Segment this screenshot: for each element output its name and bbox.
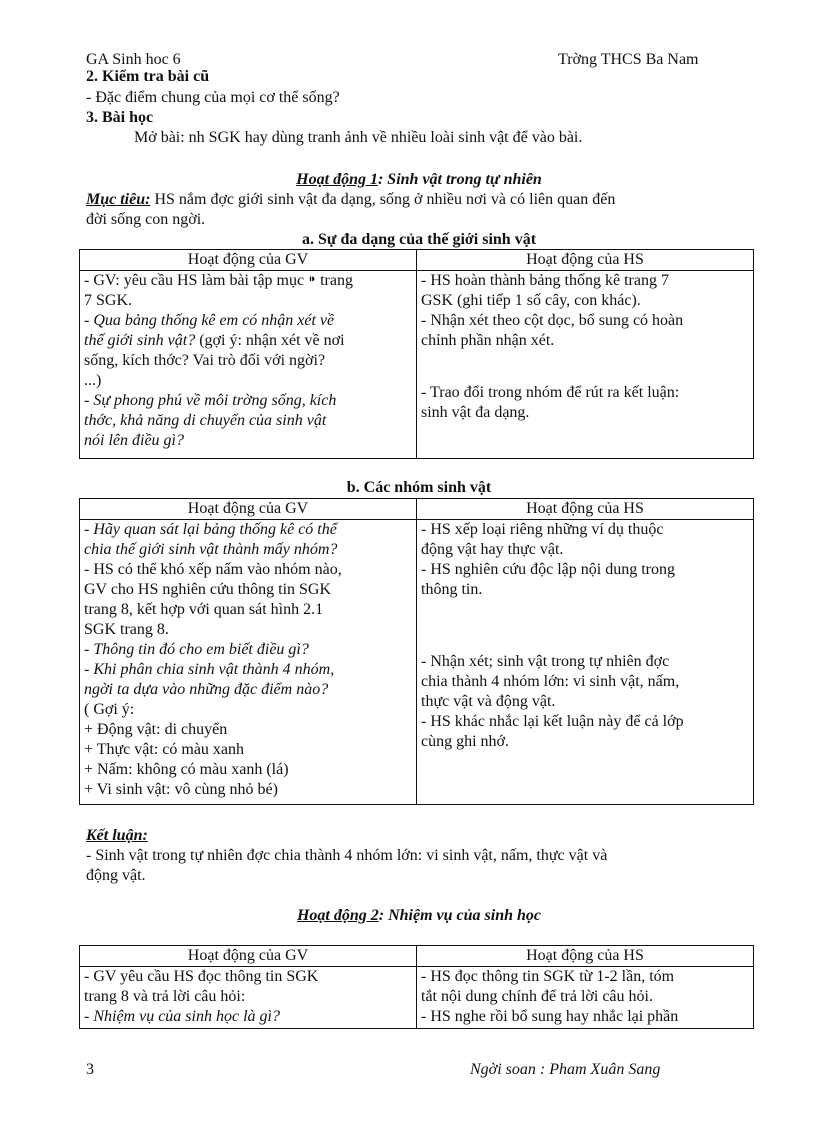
gv-line: trang 8, kết hợp với quan sát hình 2.1 — [84, 601, 324, 618]
gv-line: GV cho HS nghiên cứu thông tin SGK — [84, 581, 332, 598]
hs-line: - Nhận xét; sinh vật trong tự nhiên đợc — [421, 653, 670, 670]
gv-line: SGK trang 8. — [84, 621, 169, 638]
gv-line: - HS có thể khó xếp nấm vào nhóm nào, — [84, 561, 342, 578]
activity-1-label: Hoạt động 1 — [296, 171, 378, 188]
conclusion-line-1: - Sinh vật trong tự nhiên đợc chia thành 4 nhóm lớn: vi sinh vật, nấm, thực vật và — [86, 847, 608, 864]
hs-line: GSK (ghi tiếp 1 số cây, con khác). — [421, 292, 641, 309]
hs-line: - HS hoàn thành bảng thống kê trang 7 — [421, 272, 669, 289]
col-gv-header: Hoạt động của GV — [80, 946, 417, 967]
gv-cell — [80, 520, 417, 805]
gv-line: - Nhiệm vụ của sinh học là gì? — [84, 1008, 280, 1025]
table-header-row — [80, 499, 754, 520]
table-row — [80, 967, 754, 1029]
hs-line: - HS khác nhắc lại kết luận này để cả lớp — [421, 713, 684, 730]
gv-line: ( Gợi ý: — [84, 701, 135, 718]
hs-line: thực vật và động vật. — [421, 693, 556, 710]
hs-line: cùng ghi nhớ. — [421, 733, 510, 750]
col-gv-header: Hoạt động của GV — [80, 250, 417, 271]
col-gv-header: Hoạt động của GV — [80, 499, 417, 520]
gv-line: nói lên điều gì? — [84, 432, 184, 449]
hs-cell — [417, 967, 754, 1029]
gv-line: + Động vật: di chuyển — [84, 721, 228, 738]
goal-text: HS nắm đợc giới sinh vật đa dạng, sống ở nhiều nơi và có liên quan đến — [150, 191, 616, 208]
header-right: Trờng THCS Ba Nam — [558, 51, 699, 68]
activity-2-title — [86, 906, 752, 926]
gv-line: ...) — [84, 372, 102, 389]
table-header-row — [80, 250, 754, 271]
activity-1-title-rest: : Sinh vật trong tự nhiên — [377, 171, 542, 188]
hs-line: thông tin. — [421, 581, 483, 598]
author-credit: Ngời soan : Pham Xuân Sang — [470, 1061, 661, 1078]
activity-1-title — [86, 170, 752, 190]
gv-line: - Hãy quan sát lại bảng thống kê có thể — [84, 521, 337, 538]
gv-line: - GV yêu cầu HS đọc thông tin SGK — [84, 968, 319, 985]
hs-line: sinh vật đa dạng. — [421, 404, 530, 421]
gv-line: + Vi sinh vật: vô cùng nhỏ bé) — [84, 781, 278, 798]
part-c-table — [79, 945, 754, 1029]
gv-line: - Thông tin đó cho em biết điều gì? — [84, 641, 309, 658]
hs-line: chỉnh phần nhận xét. — [421, 332, 555, 349]
gv-line: + Thực vật: có màu xanh — [84, 741, 245, 758]
table-row — [80, 520, 754, 805]
hs-line: - HS xếp loại riêng những ví dụ thuộc — [421, 521, 664, 538]
gv-line: - Khi phân chia sinh vật thành 4 nhóm, — [84, 661, 335, 678]
header-left: GA Sinh hoc 6 — [86, 51, 181, 68]
gv-line: - Sự phong phú về môi trờng sống, kích — [84, 392, 337, 409]
hs-line: chia thành 4 nhóm lớn: vi sinh vật, nấm, — [421, 673, 680, 690]
gv-line: chia thế giới sinh vật thành mấy nhóm? — [84, 541, 338, 558]
section-3-title: 3. Bài học — [86, 109, 154, 126]
hs-line: - Nhận xét theo cột dọc, bổ sung có hoàn — [421, 312, 684, 329]
section-2-question: - Đặc điểm chung của mọi cơ thể sống? — [86, 89, 340, 106]
hs-line: - Trao đổi trong nhóm để rút ra kết luận: — [421, 384, 680, 401]
gv-line: + Nấm: không có màu xanh (lá) — [84, 761, 289, 778]
hs-line: - HS nghe rồi bổ sung hay nhắc lại phần — [421, 1008, 679, 1025]
gv-line: - Qua bảng thống kê em có nhận xét về — [84, 312, 335, 329]
gv-line: 7 SGK. — [84, 292, 133, 309]
section-2-title: 2. Kiểm tra bài cũ — [86, 68, 210, 85]
hs-cell — [417, 271, 754, 459]
col-hs-header: Hoạt động của HS — [417, 499, 754, 520]
hs-line: - HS đọc thông tin SGK từ 1-2 lần, tóm — [421, 968, 675, 985]
conclusion-line-2: động vật. — [86, 867, 146, 884]
hs-cell — [417, 520, 754, 805]
gv-line: thớc, khả năng di chuyển của sinh vật — [84, 412, 327, 429]
gv-line: ngời ta dựa vào những đặc điểm nào? — [84, 681, 329, 698]
col-hs-header: Hoạt động của HS — [417, 250, 754, 271]
hs-line: động vật hay thực vật. — [421, 541, 564, 558]
gv-line: sống, kích thớc? Vai trò đối với ngời? — [84, 352, 326, 369]
gv-line: - GV: yêu cầu HS làm bài tập mục ⁍ trang — [84, 272, 353, 289]
part-b-heading: b. Các nhóm sinh vật — [346, 479, 492, 496]
gv-cell — [80, 271, 417, 459]
conclusion-label: Kết luận: — [86, 827, 148, 844]
goal-line-2: đời sống con ngời. — [86, 211, 206, 228]
section-3-intro: Mở bài: nh SGK hay dùng tranh ảnh về nhiều loài sinh vật để vào bài. — [134, 129, 583, 146]
col-hs-header: Hoạt động của HS — [417, 946, 754, 967]
page-number: 3 — [86, 1061, 94, 1078]
part-b-table — [79, 498, 754, 805]
hs-line: - HS nghiên cứu độc lập nội dung trong — [421, 561, 675, 578]
gv-line: trang 8 và trả lời câu hỏi: — [84, 988, 246, 1005]
goal-line-1 — [86, 190, 615, 210]
activity-2-label: Hoạt động 2 — [296, 907, 379, 924]
table-row — [80, 271, 754, 459]
goal-label: Mục tiêu: — [86, 191, 151, 208]
gv-line: thế giới sinh vật? (gợi ý: nhận xét về nơi — [84, 332, 345, 349]
gv-cell — [80, 967, 417, 1029]
table-header-row — [80, 946, 754, 967]
hs-line: tắt nội dung chính để trả lời câu hỏi. — [421, 988, 653, 1005]
part-a-heading: a. Sự đa dạng của thế giới sinh vật — [301, 231, 537, 248]
activity-2-title-rest: : Nhiệm vụ của sinh học — [378, 907, 542, 924]
part-a-table — [79, 249, 754, 459]
